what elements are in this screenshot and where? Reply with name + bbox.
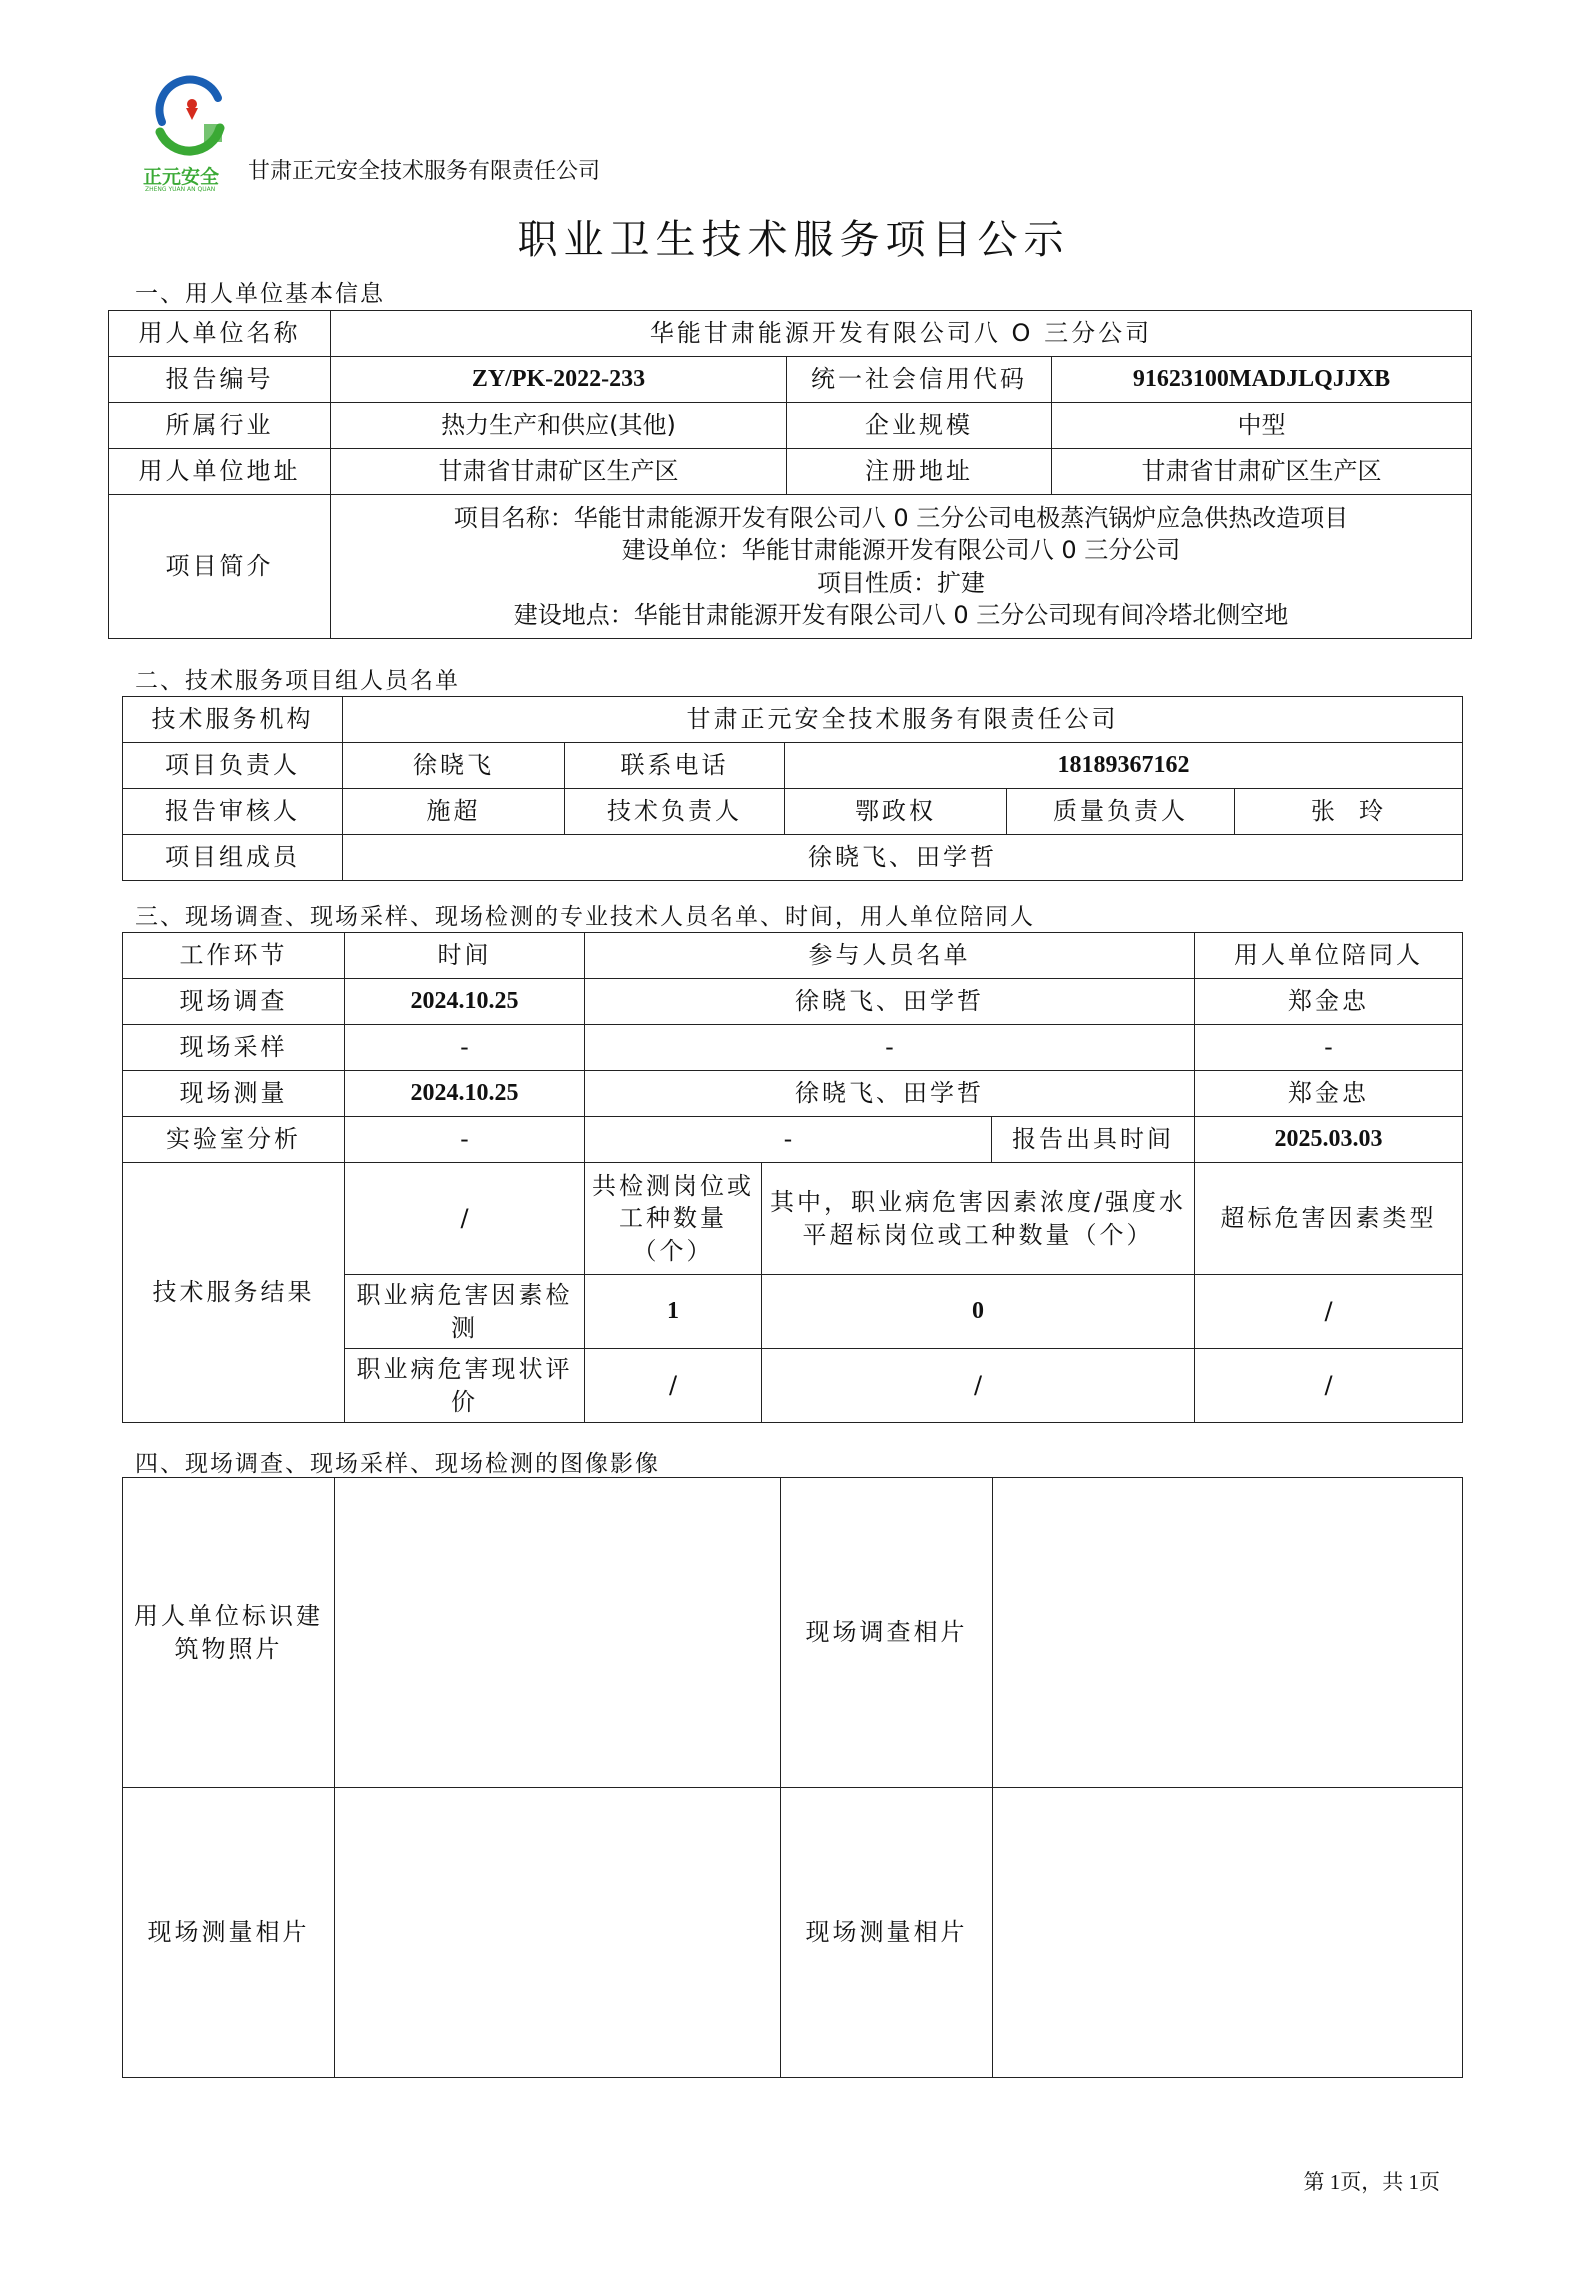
building-photo-label: 用人单位标识建筑物照片 — [123, 1478, 335, 1788]
members: 徐晓飞、田学哲 — [343, 835, 1463, 881]
header-stage: 工作环节 — [123, 933, 345, 979]
leader: 徐晓飞 — [343, 743, 565, 789]
quality: 张 玲 — [1235, 789, 1463, 835]
stage-people: 徐晓飞、田学哲 — [585, 1071, 1195, 1117]
scale-label: 企业规模 — [787, 403, 1052, 449]
leader-label: 项目负责人 — [123, 743, 343, 789]
page-number: 第 1页，共 1页 — [1303, 2170, 1440, 2194]
project-line: 项目名称：华能甘肃能源开发有限公司八 0 三分公司电极蒸汽锅炉应急供热改造项目 — [453, 503, 1349, 532]
project-line: 项目性质：扩建 — [817, 568, 985, 597]
lab-people: - — [585, 1117, 992, 1163]
results-row1-type: / — [1195, 1275, 1463, 1349]
report-time: 2025.03.03 — [1195, 1117, 1463, 1163]
stage-time: 2024.10.25 — [345, 979, 585, 1025]
header-people: 参与人员名单 — [585, 933, 1195, 979]
results-col-count: 共检测岗位或工种数量（个） — [585, 1163, 762, 1275]
address: 甘肃省甘肃矿区生产区 — [331, 449, 787, 495]
org: 甘肃正元安全技术服务有限责任公司 — [343, 697, 1463, 743]
results-corner: / — [345, 1163, 585, 1275]
stage-label: 现场采样 — [123, 1025, 345, 1071]
stage-people: - — [585, 1025, 1195, 1071]
stage-label: 现场测量 — [123, 1071, 345, 1117]
survey-photo-label: 现场调查相片 — [781, 1478, 993, 1788]
section1-title: 一、用人单位基本信息 — [135, 281, 385, 307]
credit-code-label: 统一社会信用代码 — [787, 357, 1052, 403]
logo-subtext: ZHENG YUAN AN QUAN — [145, 186, 216, 193]
section2-title: 二、技术服务项目组人员名单 — [135, 668, 460, 694]
stage-time: - — [345, 1025, 585, 1071]
results-row1-count: 1 — [585, 1275, 762, 1349]
results-row2-count: / — [585, 1349, 762, 1423]
report-no: ZY/PK-2022-233 — [331, 357, 787, 403]
reviewer: 施超 — [343, 789, 565, 835]
project-summary — [331, 495, 1472, 639]
industry: 热力生产和供应(其他) — [331, 403, 787, 449]
project-line: 建设单位：华能甘肃能源开发有限公司八 0 三分公司 — [621, 536, 1181, 565]
lab-time: - — [345, 1117, 585, 1163]
results-label: 技术服务结果 — [123, 1163, 345, 1423]
stage-label: 现场调查 — [123, 979, 345, 1025]
lab-label: 实验室分析 — [123, 1117, 345, 1163]
onsite-table — [122, 932, 1463, 1423]
project-line: 建设地点：华能甘肃能源开发有限公司八 0 三分公司现有间冷塔北侧空地 — [513, 600, 1289, 629]
address-label: 用人单位地址 — [109, 449, 331, 495]
unit-name: 华能甘肃能源开发有限公司八 O 三分公司 — [331, 311, 1472, 357]
logo-text: 正元安全 — [143, 166, 220, 188]
results-col-type: 超标危害因素类型 — [1195, 1163, 1463, 1275]
tech-label: 技术负责人 — [565, 789, 785, 835]
reg-address-label: 注册地址 — [787, 449, 1052, 495]
measure-photo-label: 现场测量相片 — [123, 1788, 335, 2078]
results-row2-exceed: / — [762, 1349, 1195, 1423]
org-label: 技术服务机构 — [123, 697, 343, 743]
results-row2-label: 职业病危害现状评价 — [345, 1349, 585, 1423]
quality-label: 质量负责人 — [1007, 789, 1235, 835]
stage-escort: - — [1195, 1025, 1463, 1071]
header-time: 时间 — [345, 933, 585, 979]
credit-code: 91623100MADJLQJJXB — [1052, 357, 1472, 403]
results-row1-label: 职业病危害因素检测 — [345, 1275, 585, 1349]
stage-people: 徐晓飞、田学哲 — [585, 979, 1195, 1025]
results-row2-type: / — [1195, 1349, 1463, 1423]
results-row1-exceed: 0 — [762, 1275, 1195, 1349]
report-time-label: 报告出具时间 — [992, 1117, 1195, 1163]
members-label: 项目组成员 — [123, 835, 343, 881]
reviewer-label: 报告审核人 — [123, 789, 343, 835]
results-col-exceed: 其中，职业病危害因素浓度/强度水平超标岗位或工种数量（个） — [762, 1163, 1195, 1275]
section3-title: 三、现场调查、现场采样、现场检测的专业技术人员名单、时间，用人单位陪同人 — [135, 904, 1035, 930]
header-escort: 用人单位陪同人 — [1195, 933, 1463, 979]
page-title: 职业卫生技术服务项目公示 — [517, 217, 1070, 263]
stage-time: 2024.10.25 — [345, 1071, 585, 1117]
report-no-label: 报告编号 — [109, 357, 331, 403]
stage-escort: 郑金忠 — [1195, 1071, 1463, 1117]
scale: 中型 — [1052, 403, 1472, 449]
photos-table — [122, 1477, 1463, 2078]
phone: 18189367162 — [785, 743, 1463, 789]
reg-address: 甘肃省甘肃矿区生产区 — [1052, 449, 1472, 495]
stage-escort: 郑金忠 — [1195, 979, 1463, 1025]
phone-label: 联系电话 — [565, 743, 785, 789]
unit-name-label: 用人单位名称 — [109, 311, 331, 357]
project-label: 项目简介 — [109, 495, 331, 639]
section4-title: 四、现场调查、现场采样、现场检测的图像影像 — [135, 1451, 660, 1477]
basic-info-table — [108, 310, 1472, 639]
team-table — [122, 696, 1463, 881]
company-name: 甘肃正元安全技术服务有限责任公司 — [248, 159, 601, 184]
tech: 鄂政权 — [785, 789, 1007, 835]
measure-photo-label: 现场测量相片 — [781, 1788, 993, 2078]
industry-label: 所属行业 — [109, 403, 331, 449]
